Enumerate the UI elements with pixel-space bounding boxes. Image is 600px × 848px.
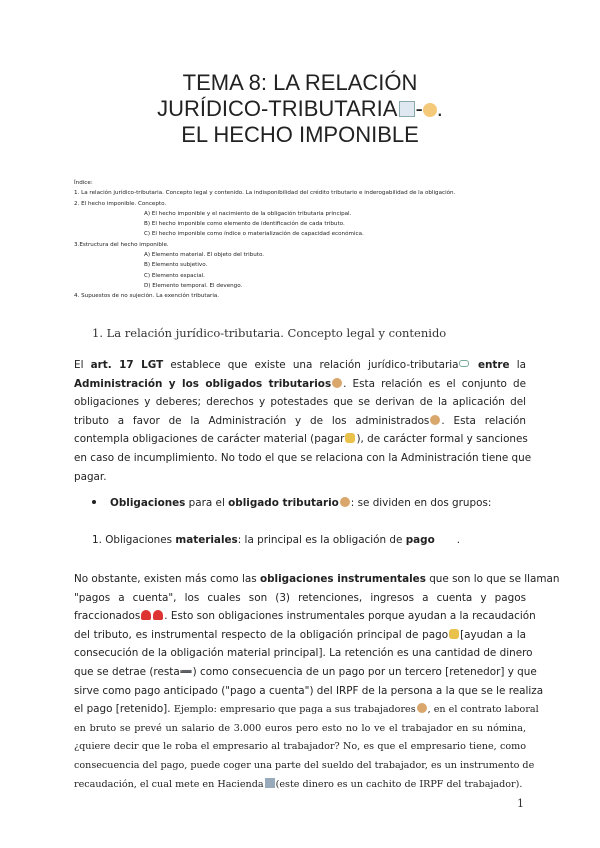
- index-item: 1. La relación jurídico-tributaria. Concepto legal y contenido. La indisponibilidad del crédito tributario e inderogabilidad de la obligación.: [74, 190, 456, 197]
- index-subitem: B) Elemento subjetivo.: [144, 262, 208, 269]
- man-icon: [340, 497, 350, 507]
- index-subitem: B) El hecho imponible como elemento de identificación de cada tributo.: [144, 221, 345, 228]
- office-building-icon: [399, 101, 415, 117]
- money-bag-icon: [449, 629, 459, 639]
- paragraph-instrumentales: No obstante, existen más como las obligaciones instrumentales que son lo que se llaman "pagos a cuenta", los cuales son (3) retenciones, ingresos a cuenta y pagos fraccionados . Esto son obligaciones instrumentales porque ayudan a la recaudación del tributo, es instrumental respecto de la obligación principal de pago [ayudan a la consecución de la obligación material principal]. La retención es una cantidad de dinero que se detrae (resta➖) como consecuencia de un pago por un tercero [retenedor] y que sirve como pago anticipado ("pago a cuenta") del IRPF de la persona a la que se le realiza el pago [retenido]. Ejemplo: empresario que paga a sus trabajadores , en el contrato laboral en bruto se prevé un salario de 3.000 euros pero esto no lo ve el trabajador en su nómina, ¿quiere decir que le roba el empresario al trabajador? No, es que el empresario tiene, como consecuencia del pago, puede coger una parte del sueldo del trabajador, es un instrumento de recaudación, el cual mete en Hacienda (este dinero es un cachito de IRPF del trabajador).: [74, 573, 560, 790]
- paragraph-relation: El art. 17 LGT establece que existe una relación jurídico-tributaria entre la Administración y los obligados tributarios . Esta relación es el conjunto de obligaciones y deberes; derechos y potestades que se derivan de la aplicación del tributo a favor de la Administración y de los administrados . Esta relación contempla obligaciones de carácter material (pagar ), de carácter formal y sanciones en caso de incumplimiento. No todo el que se relaciona con la Administración tiene que pagar.: [74, 359, 532, 483]
- index-heading: Índice:: [74, 180, 93, 186]
- title-line-3: EL HECHO IMPONIBLE: [181, 122, 419, 147]
- index-subitem: C) El hecho imponible como índice o materialización de capacidad económica.: [144, 231, 364, 238]
- bullet-obligaciones: Obligaciones para el obligado tributario : se dividen en dos grupos:: [92, 497, 491, 509]
- woman-icon: [332, 378, 342, 388]
- woman-shrugging-icon: [423, 103, 437, 117]
- worker-icon: [417, 703, 427, 713]
- numbered-item-materiales: 1. Obligaciones materiales: la principal es la obligación de pago .: [92, 534, 461, 546]
- index-item: 3.Estructura del hecho imponible.: [74, 241, 169, 248]
- link-icon: [459, 360, 469, 367]
- man-icon: [430, 415, 440, 425]
- money-bag-icon: [345, 433, 355, 443]
- broken-heart-icon: [153, 610, 163, 620]
- index-subitem: C) Elemento espacial.: [144, 272, 205, 279]
- page-number: 1: [517, 797, 524, 810]
- index-subitem: D) Elemento temporal. El devengo.: [144, 282, 243, 289]
- bullet-dot: [92, 500, 96, 504]
- index-subitem: A) El hecho imponible y el nacimiento de la obligación tributaria principal.: [144, 210, 352, 217]
- index-item: 2. El hecho imponible. Concepto.: [74, 200, 167, 207]
- title-line-1: TEMA 8: LA RELACIÓN: [182, 70, 418, 95]
- table-of-contents: [74, 178, 534, 302]
- bank-icon: [265, 778, 275, 788]
- heart-icon: [141, 610, 151, 620]
- title-line-2: JURÍDICO-TRIBUTARIA - .: [157, 96, 443, 121]
- index-item: 4. Supuestos de no sujeción. La exención tributaria.: [74, 293, 220, 300]
- section-heading: 1. La relación jurídico-tributaria. Concepto legal y contenido: [92, 326, 447, 340]
- document-title: [80, 70, 520, 148]
- index-subitem: A) Elemento material. El objeto del tributo.: [144, 252, 265, 259]
